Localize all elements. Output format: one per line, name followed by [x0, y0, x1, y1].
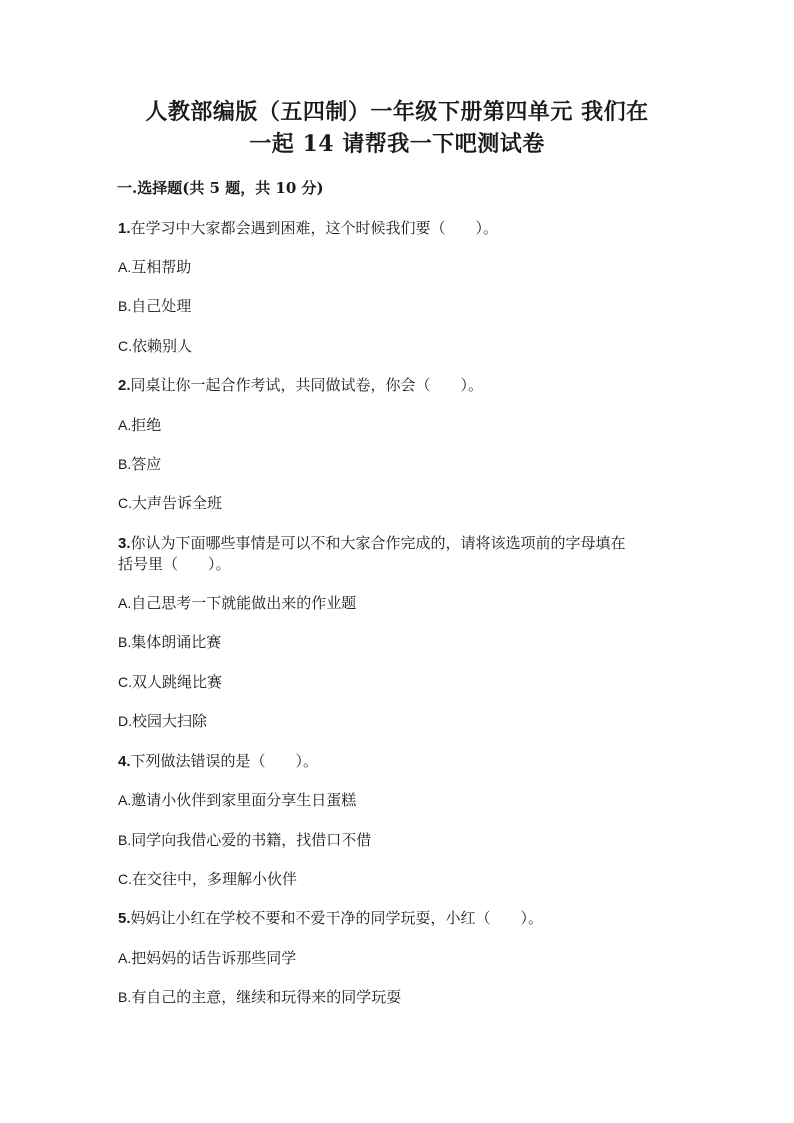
option-letter: A.: [118, 950, 132, 966]
question-text: 下列做法错误的是（ ）。: [130, 752, 319, 770]
question-number: 4.: [118, 753, 131, 770]
option-letter: D.: [118, 713, 132, 729]
option-letter: A.: [118, 259, 132, 275]
option-letter: B.: [118, 456, 132, 472]
question-text: 你认为下面哪些事情是可以不和大家合作完成的，请将该选项前的字母填在: [130, 534, 626, 552]
option-text: 有自己的主意，继续和玩得来的同学玩耍: [131, 988, 402, 1006]
question-4-option-c: [118, 869, 297, 889]
option-text: 依赖别人: [132, 337, 193, 355]
option-letter: B.: [118, 832, 132, 848]
option-text: 自己思考一下就能做出来的作业题: [131, 594, 357, 612]
option-text: 邀请小伙伴到家里面分享生日蛋糕: [131, 791, 357, 809]
question-4-option-b: [118, 830, 371, 850]
question-5-option-a: [118, 948, 296, 968]
option-letter: C.: [118, 674, 132, 690]
option-letter: C.: [118, 871, 132, 887]
option-text: 拒绝: [131, 416, 162, 434]
question-4-option-a: [118, 790, 356, 810]
document-title-line-2: 一起 14 请帮我一下吧测试卷: [249, 131, 545, 157]
question-text: 在学习中大家都会遇到困难，这个时候我们要（ ）。: [130, 219, 499, 237]
section-header: 一.选择题(共 5 题，共 10 分): [117, 179, 324, 197]
question-3-option-c: [118, 672, 222, 692]
option-text: 自己处理: [131, 297, 192, 315]
question-2: [118, 375, 483, 396]
question-5-option-b: [118, 987, 401, 1007]
question-3: [118, 533, 626, 554]
option-letter: B.: [118, 298, 132, 314]
question-5: [118, 908, 543, 929]
option-letter: C.: [118, 495, 132, 511]
question-text: 同桌让你一起合作考试，共同做试卷，你会（ ）。: [130, 376, 484, 394]
question-1-option-b: [118, 296, 191, 316]
question-1: [118, 218, 498, 239]
option-letter: C.: [118, 338, 132, 354]
document-title-line-1: 人教部编版（五四制）一年级下册第四单元 我们在: [145, 99, 649, 125]
option-text: 大声告诉全班: [132, 494, 223, 512]
question-3-option-d: [118, 711, 207, 731]
option-letter: B.: [118, 989, 132, 1005]
option-letter: A.: [118, 595, 132, 611]
option-text: 同学向我借心爱的书籍，找借口不借: [131, 831, 372, 849]
option-letter: A.: [118, 792, 132, 808]
question-2-option-c: [118, 493, 222, 513]
question-3-option-b: [118, 632, 221, 652]
question-number: 2.: [118, 377, 131, 394]
question-number: 3.: [118, 535, 131, 552]
option-text: 把妈妈的话告诉那些同学: [131, 949, 297, 967]
option-text: 互相帮助: [131, 258, 192, 276]
question-1-option-c: [118, 336, 192, 356]
question-3-option-a: [118, 593, 356, 613]
question-2-option-a: [118, 415, 161, 435]
option-text: 集体朗诵比赛: [131, 633, 222, 651]
question-2-option-b: [118, 454, 161, 474]
option-letter: B.: [118, 634, 132, 650]
option-text: 在交往中，多理解小伙伴: [132, 870, 298, 888]
option-text: 校园大扫除: [132, 712, 208, 730]
question-number: 1.: [118, 220, 131, 237]
question-number: 5.: [118, 910, 131, 927]
option-text: 答应: [131, 455, 162, 473]
question-1-option-a: [118, 257, 191, 277]
question-3-continuation: 括号里（ ）。: [118, 555, 231, 573]
question-4: [118, 751, 318, 772]
option-text: 双人跳绳比赛: [132, 673, 223, 691]
question-text: 妈妈让小红在学校不要和不爱干净的同学玩耍，小红（ ）。: [130, 909, 544, 927]
option-letter: A.: [118, 417, 132, 433]
